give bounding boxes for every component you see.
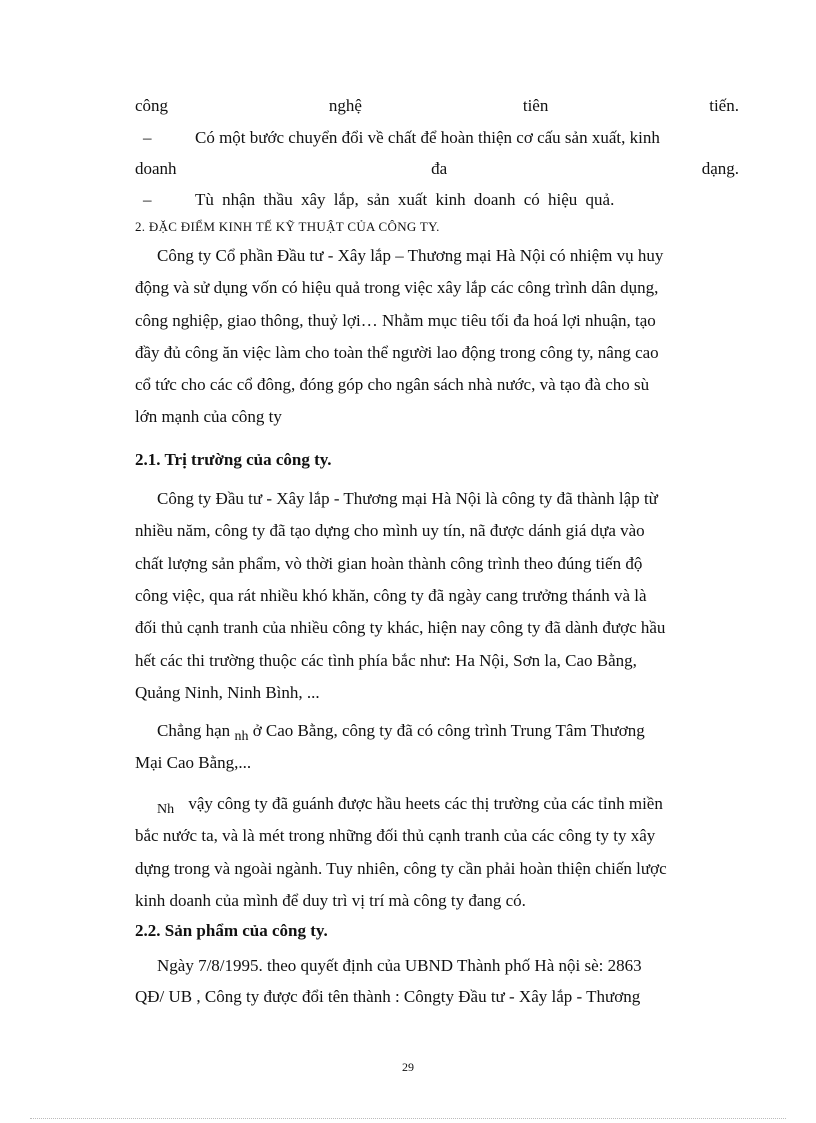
section-heading: 2. ĐẶC ĐIỂM KINH TẾ KỸ THUẬT CỦA CÔNG TY. xyxy=(135,219,440,234)
bullet-dash: – xyxy=(143,190,152,209)
paragraph-line: công việc, qua rát nhiều khó khăn, công ty đã ngày cang trưởng thánh và là xyxy=(135,586,647,605)
text-run: ở Cao Bằng, công ty đã có công trình Trung Tâm Thương xyxy=(252,721,645,740)
text-run: Chẳng hạn xyxy=(157,721,231,740)
bullet-line xyxy=(135,127,739,149)
paragraph-line: dựng trong và ngoài ngành. Tuy nhiên, công ty cần phải hoàn thiện chiến lược xyxy=(135,859,667,878)
paragraph-line: chất lượng sản phẩm, vò thời gian hoàn thành công trình theo đúng tiến độ xyxy=(135,554,643,573)
word: công xyxy=(135,96,169,115)
word: tiên xyxy=(522,96,549,115)
paragraph-line: công nghiệp, giao thông, thuỷ lợi… Nhằm mục tiêu tối đa hoá lợi nhuận, tạo xyxy=(135,311,656,330)
bullet-text: Tù nhận thầu xây lắp, sản xuất kinh doanh có hiệu quả. xyxy=(195,190,615,209)
text-line xyxy=(135,158,739,180)
subscript-fragment: Nh xyxy=(157,802,175,817)
paragraph-line: Ngày 7/8/1995. theo quyết định của UBND Thành phố Hà nội sè: 2863 xyxy=(157,956,642,975)
subscript-fragment: nh xyxy=(234,729,249,744)
paragraph-line: đối thủ cạnh tranh của nhiều công ty khác, hiện nay công ty đã dành được hầu xyxy=(135,618,666,637)
bullet-dash: – xyxy=(143,128,152,147)
section-heading: 2.1. Trị trường của công ty. xyxy=(135,450,332,469)
paragraph-line xyxy=(135,793,761,817)
paragraph-line: bắc nước ta, và là mét trong những đối thủ cạnh tranh của các công ty ty xây xyxy=(135,826,656,845)
word: tiến. xyxy=(709,96,739,115)
paragraph-line: QĐ/ UB , Công ty được đổi tên thành : Côngty Đầu tư - Xây lắp - Thương xyxy=(135,987,641,1006)
paragraph-line: động và sử dụng vốn có hiệu quả trong việc xây lắp các công trình dân dụng, xyxy=(135,278,659,297)
paragraph-line: Công ty Đầu tư - Xây lắp - Thương mại Hà Nội là công ty đã thành lập từ xyxy=(157,489,658,508)
paragraph-line: đầy đủ công ăn việc làm cho toàn thể người lao động trong công ty, nâng cao xyxy=(135,343,659,362)
paragraph-line: Quảng Ninh, Ninh Bình, ... xyxy=(135,683,320,702)
text-line xyxy=(135,95,739,117)
text-run: vậy công ty đã guánh được hầu heets các thị trường của các tỉnh miền xyxy=(188,794,663,813)
paragraph-line: Mại Cao Bằng,... xyxy=(135,753,252,772)
bullet-line xyxy=(135,189,739,211)
paragraph-line xyxy=(135,720,761,744)
paragraph-line: Công ty Cổ phần Đầu tư - Xây lắp – Thương mại Hà Nội có nhiệm vụ huy xyxy=(157,246,664,265)
word: dạng. xyxy=(701,159,739,178)
word: doanh xyxy=(135,159,177,178)
page-number: 29 xyxy=(402,1060,414,1074)
paragraph-line: lớn mạnh của công ty xyxy=(135,407,282,426)
paragraph-line: cổ tức cho các cổ đông, đóng góp cho ngân sách nhà nước, và tạo đà cho sù xyxy=(135,375,650,394)
bullet-text: Có một bước chuyển đổi về chất để hoàn thiện cơ cấu sản xuất, kinh xyxy=(195,128,660,147)
paragraph-line: kinh doanh của mình để duy trì vị trí mà công ty đang có. xyxy=(135,891,526,910)
page-bottom-border xyxy=(30,1118,786,1119)
paragraph-line: nhiều năm, công ty đã tạo dựng cho mình uy tín, nã được dánh giá dựa vào xyxy=(135,521,645,540)
section-heading: 2.2. Sản phẩm của công ty. xyxy=(135,921,328,940)
word: đa xyxy=(431,159,448,178)
paragraph-line: hết các thi trường thuộc các tình phía bắc như: Ha Nội, Sơn la, Cao Bằng, xyxy=(135,651,637,670)
word: nghệ xyxy=(328,96,362,115)
